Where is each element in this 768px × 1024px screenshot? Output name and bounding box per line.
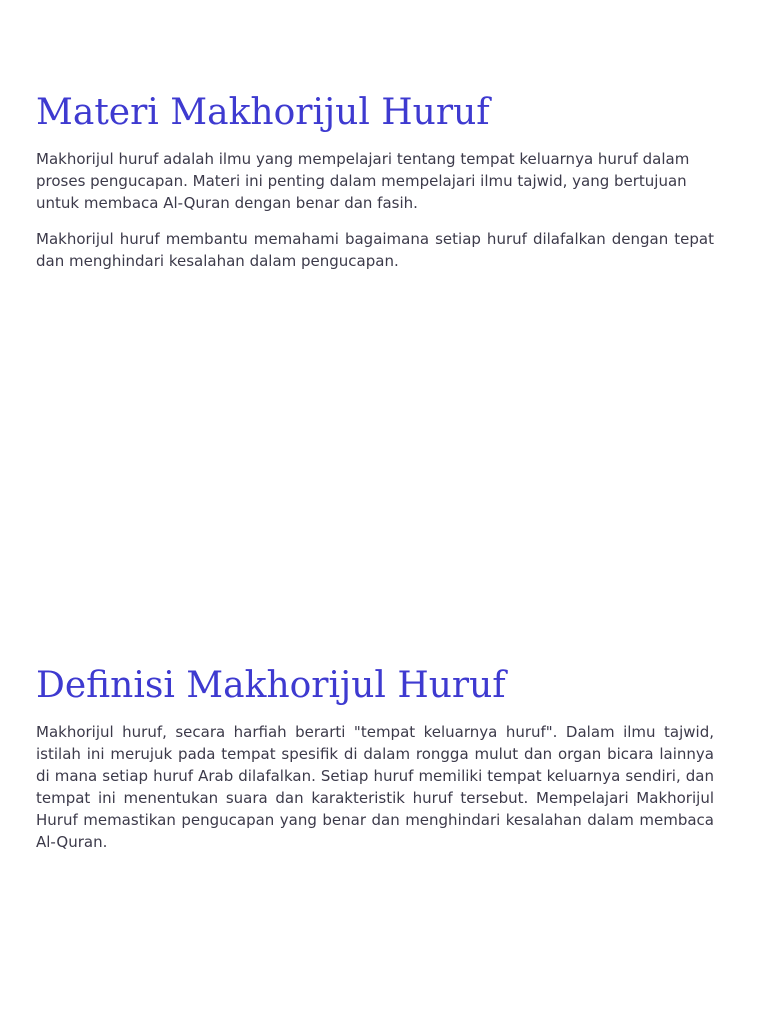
section-paragraph: Makhorijul huruf adalah ilmu yang mempelajari tentang tempat keluarnya huruf dalam proses pengucapan. Materi ini penting dalam mempelajari ilmu tajwid, yang bertujuan untuk membaca Al-Quran dengan benar dan fasih. (36, 150, 690, 212)
section-definisi (36, 663, 714, 867)
section-paragraph: Makhorijul huruf membantu memahami bagaimana setiap huruf dilafalkan dengan tepat dan menghindari kesalahan dalam pengucapan. (36, 230, 714, 270)
section-paragraph: Makhorijul huruf, secara harfiah berarti "tempat keluarnya huruf". Dalam ilmu tajwid, istilah ini merujuk pada tempat spesifik di dalam rongga mulut dan organ bicara lainnya di mana setiap huruf Arab dilafalkan. Setiap huruf memiliki tempat keluarnya sendiri, dan tempat ini menentukan suara dan karakteristik huruf tersebut. Mempelajari Makhorijul Huruf memastikan pengucapan yang benar dan menghindari kesalahan dalam membaca Al-Quran. (36, 723, 714, 851)
section-title: Definisi Makhorijul Huruf (36, 665, 506, 706)
section-materi (36, 90, 714, 286)
section-title: Materi Makhorijul Huruf (36, 92, 490, 133)
